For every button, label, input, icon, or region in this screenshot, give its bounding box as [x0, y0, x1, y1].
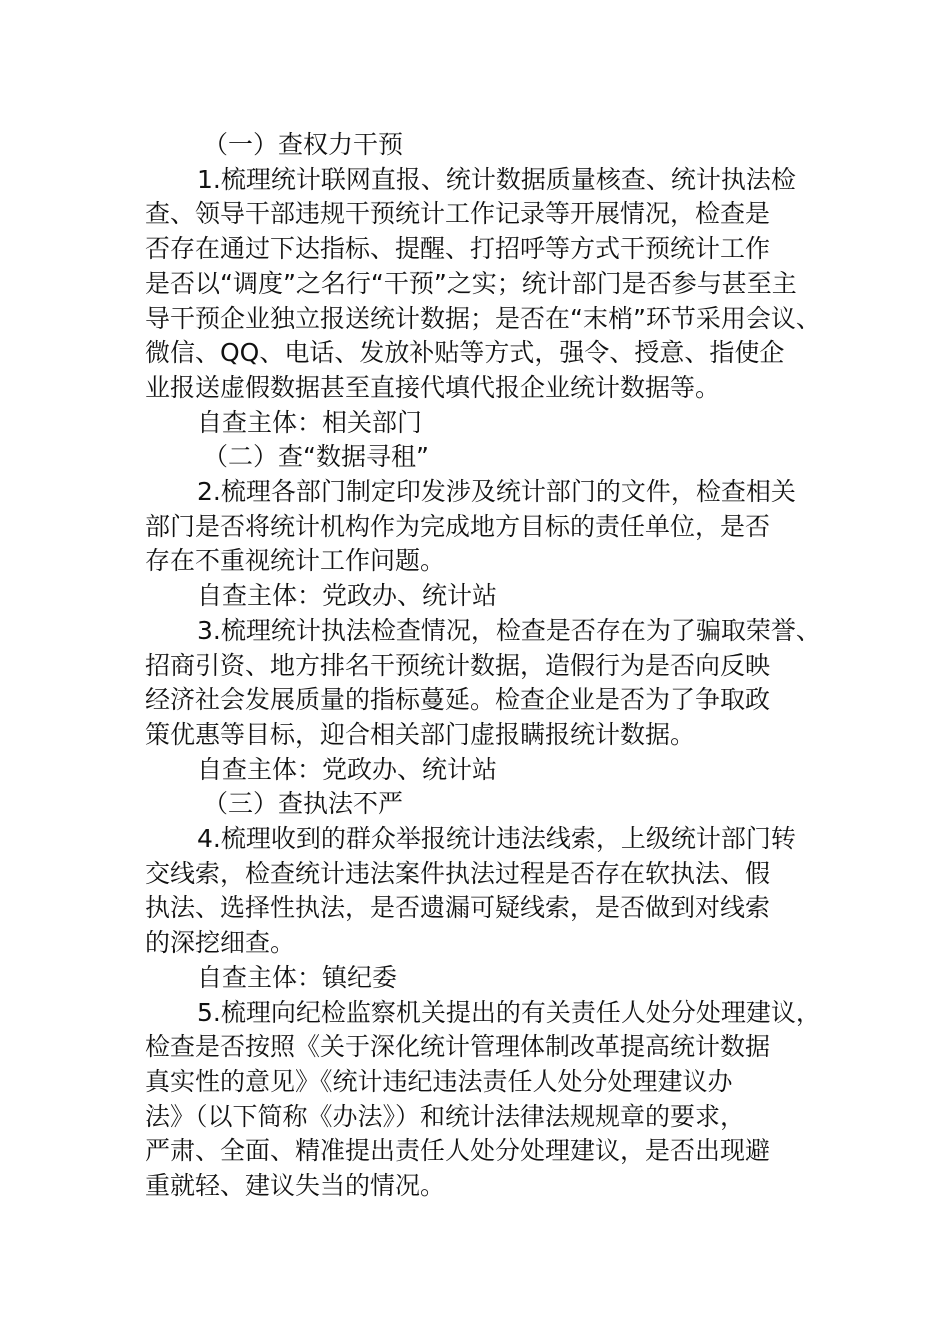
body-text-line: 微信、QQ、电话、发放补贴等方式，强令、授意、指使企 [145, 338, 785, 368]
section-heading: （一）查权力干预 [203, 130, 404, 159]
body-text-line: 法》（以下简称《办法》）和统计法律法规规章的要求， [145, 1101, 746, 1131]
body-text-line: 的深挖细查。 [145, 928, 296, 958]
section-heading: （三）查执法不严 [203, 789, 404, 819]
paragraph-first-line: 自查主体：党政办、统计站 [197, 754, 498, 784]
body-text-line: 业报送虚假数据甚至直接代填代报企业统计数据等。 [145, 372, 721, 402]
body-text-line: 是否以“调度”之名行“干预”之实；统计部门是否参与甚至主 [145, 268, 797, 298]
body-text-line: 重就轻、建议失当的情况。 [145, 1171, 446, 1201]
paragraph-first-line: 3.梳理统计执法检查情况，检查是否存在为了骗取荣誉、 [197, 615, 821, 645]
document-body [145, 128, 821, 1204]
body-text-line: 严肃、全面、精准提出责任人处分处理建议，是否出现避 [145, 1136, 771, 1166]
body-text-line: 执法、选择性执法，是否遗漏可疑线索，是否做到对线索 [145, 893, 771, 923]
body-text-line: 招商引资、地方排名干预统计数据，造假行为是否向反映 [145, 650, 771, 680]
paragraph-first-line: 1.梳理统计联网直报、统计数据质量核查、统计执法检 [197, 164, 796, 194]
body-text-line: 策优惠等目标，迎合相关部门虚报瞒报统计数据。 [145, 719, 696, 749]
body-text-line: 存在不重视统计工作问题。 [145, 546, 446, 576]
section-heading: （二）查“数据寻租” [203, 442, 429, 472]
body-text-line: 否存在通过下达指标、提醒、打招呼等方式干预统计工作 [145, 234, 771, 264]
body-text-line: 查、领导干部违规干预统计工作记录等开展情况，检查是 [145, 199, 771, 229]
body-text-line: 经济社会发展质量的指标蔓延。检查企业是否为了争取政 [145, 685, 771, 715]
paragraph-first-line: 自查主体：镇纪委 [197, 962, 398, 992]
paragraph-first-line: 自查主体：相关部门 [197, 407, 423, 437]
paragraph-first-line: 5.梳理向纪检监察机关提出的有关责任人处分处理建议， [197, 997, 821, 1027]
paragraph-first-line: 4.梳理收到的群众举报统计违法线索，上级统计部门转 [197, 824, 796, 854]
body-text-line: 交线索，检查统计违法案件执法过程是否存在软执法、假 [145, 858, 771, 888]
paragraph-first-line: 2.梳理各部门制定印发涉及统计部门的文件，检查相关 [197, 477, 796, 507]
body-text-line: 真实性的意见》《统计违纪违法责任人处分处理建议办 [145, 1066, 733, 1096]
body-text-line: 部门是否将统计机构作为完成地方目标的责任单位，是否 [145, 511, 771, 541]
paragraph-first-line: 自查主体：党政办、统计站 [197, 581, 498, 611]
body-text-line: 检查是否按照《关于深化统计管理体制改革提高统计数据 [145, 1032, 771, 1062]
body-text-line: 导干预企业独立报送统计数据；是否在“末梢”环节采用会议、 [145, 303, 821, 333]
